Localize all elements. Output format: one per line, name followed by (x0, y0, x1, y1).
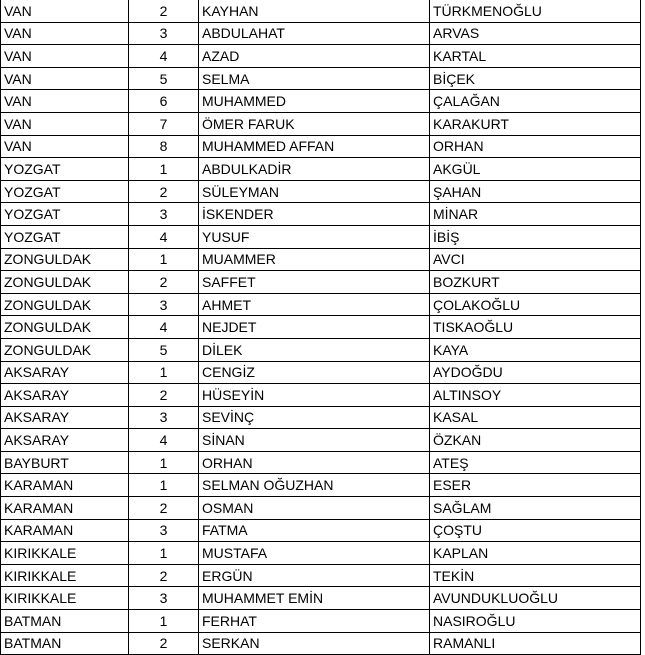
table-row (1, 587, 641, 610)
first-name-cell[interactable]: ERGÜN (199, 564, 430, 587)
first-name-cell[interactable]: AZAD (199, 45, 430, 68)
rank-cell[interactable]: 4 (129, 429, 199, 452)
first-name-cell[interactable]: ORHAN (199, 451, 430, 474)
first-name-cell[interactable]: YUSUF (199, 225, 430, 248)
province-cell[interactable]: VAN (1, 90, 129, 113)
surname-cell[interactable]: TEKİN (430, 564, 641, 587)
rank-cell[interactable]: 2 (129, 0, 199, 22)
rank-cell[interactable]: 2 (129, 180, 199, 203)
rank-cell[interactable]: 4 (129, 45, 199, 68)
surname-cell[interactable]: KARAKURT (430, 112, 641, 135)
rank-cell[interactable]: 3 (129, 406, 199, 429)
province-cell[interactable]: AKSARAY (1, 406, 129, 429)
first-name-cell[interactable]: AHMET (199, 293, 430, 316)
first-name-cell[interactable]: SELMA (199, 67, 430, 90)
province-cell[interactable]: VAN (1, 112, 129, 135)
table-row (1, 293, 641, 316)
first-name-cell[interactable]: SİNAN (199, 429, 430, 452)
first-name-cell[interactable]: İSKENDER (199, 203, 430, 226)
province-cell[interactable]: KARAMAN (1, 474, 129, 497)
rank-cell[interactable]: 2 (129, 632, 199, 655)
province-cell[interactable]: VAN (1, 0, 129, 22)
surname-cell[interactable]: ALTINSOY (430, 384, 641, 407)
first-name-cell[interactable]: ABDULAHAT (199, 22, 430, 45)
province-cell[interactable]: VAN (1, 135, 129, 158)
surname-cell[interactable]: KARTAL (430, 45, 641, 68)
rank-cell[interactable]: 1 (129, 474, 199, 497)
first-name-cell[interactable]: HÜSEYİN (199, 384, 430, 407)
province-cell[interactable]: BAYBURT (1, 451, 129, 474)
province-cell[interactable]: KIRIKKALE (1, 587, 129, 610)
first-name-cell[interactable]: SERKAN (199, 632, 430, 655)
surname-cell[interactable]: AYDOĞDU (430, 361, 641, 384)
province-cell[interactable]: AKSARAY (1, 361, 129, 384)
rank-cell[interactable]: 3 (129, 587, 199, 610)
surname-cell[interactable]: TISKAOĞLU (430, 316, 641, 339)
table-row (1, 610, 641, 633)
surname-cell[interactable]: AKGÜL (430, 158, 641, 181)
rank-cell[interactable]: 1 (129, 361, 199, 384)
province-cell[interactable]: ZONGULDAK (1, 316, 129, 339)
first-name-cell[interactable]: FATMA (199, 519, 430, 542)
table-row (1, 90, 641, 113)
province-cell[interactable]: YOZGAT (1, 225, 129, 248)
first-name-cell[interactable]: MUSTAFA (199, 542, 430, 565)
province-cell[interactable]: AKSARAY (1, 384, 129, 407)
surname-cell[interactable]: ÇOLAKOĞLU (430, 293, 641, 316)
first-name-cell[interactable]: MUAMMER (199, 248, 430, 271)
first-name-cell[interactable]: CENGİZ (199, 361, 430, 384)
table-row (1, 451, 641, 474)
rank-cell[interactable]: 5 (129, 338, 199, 361)
province-cell[interactable]: AKSARAY (1, 429, 129, 452)
first-name-cell[interactable]: MUHAMMED AFFAN (199, 135, 430, 158)
rank-cell[interactable]: 1 (129, 610, 199, 633)
surname-cell[interactable]: BİÇEK (430, 67, 641, 90)
surname-cell[interactable]: BOZKURT (430, 271, 641, 294)
table-row (1, 338, 641, 361)
table-row (1, 158, 641, 181)
table-body (1, 0, 641, 655)
province-cell[interactable]: ZONGULDAK (1, 293, 129, 316)
first-name-cell[interactable]: MUHAMMET EMİN (199, 587, 430, 610)
surname-cell[interactable]: İBİŞ (430, 225, 641, 248)
province-cell[interactable]: YOZGAT (1, 158, 129, 181)
surname-cell[interactable]: KAYA (430, 338, 641, 361)
surname-cell[interactable]: RAMANLI (430, 632, 641, 655)
first-name-cell[interactable]: NEJDET (199, 316, 430, 339)
table-row (1, 519, 641, 542)
table-row (1, 22, 641, 45)
table-row (1, 45, 641, 68)
table-row (1, 180, 641, 203)
surname-cell[interactable]: AVUNDUKLUOĞLU (430, 587, 641, 610)
province-cell[interactable]: YOZGAT (1, 180, 129, 203)
province-cell[interactable]: VAN (1, 45, 129, 68)
rank-cell[interactable]: 8 (129, 135, 199, 158)
surname-cell[interactable]: ORHAN (430, 135, 641, 158)
rank-cell[interactable]: 3 (129, 519, 199, 542)
rank-cell[interactable]: 3 (129, 22, 199, 45)
table-row (1, 112, 641, 135)
rank-cell[interactable]: 1 (129, 158, 199, 181)
province-cell[interactable]: KIRIKKALE (1, 564, 129, 587)
first-name-cell[interactable]: SELMAN OĞUZHAN (199, 474, 430, 497)
table-row (1, 406, 641, 429)
surname-cell[interactable]: KASAL (430, 406, 641, 429)
rank-cell[interactable]: 5 (129, 67, 199, 90)
first-name-cell[interactable]: SAFFET (199, 271, 430, 294)
table-row (1, 225, 641, 248)
table-row (1, 316, 641, 339)
first-name-cell[interactable]: DİLEK (199, 338, 430, 361)
rank-cell[interactable]: 4 (129, 316, 199, 339)
table-row (1, 429, 641, 452)
surname-cell[interactable]: NASIROĞLU (430, 610, 641, 633)
surname-cell[interactable]: ARVAS (430, 22, 641, 45)
first-name-cell[interactable]: ÖMER FARUK (199, 112, 430, 135)
table-row (1, 632, 641, 655)
table-row (1, 564, 641, 587)
surname-cell[interactable]: ÇOŞTU (430, 519, 641, 542)
table-row (1, 497, 641, 520)
table-row (1, 248, 641, 271)
province-cell[interactable]: VAN (1, 67, 129, 90)
rank-cell[interactable]: 3 (129, 203, 199, 226)
table-row (1, 474, 641, 497)
rank-cell[interactable]: 2 (129, 271, 199, 294)
rank-cell[interactable]: 7 (129, 112, 199, 135)
province-cell[interactable]: BATMAN (1, 610, 129, 633)
province-cell[interactable]: ZONGULDAK (1, 248, 129, 271)
rank-cell[interactable]: 2 (129, 497, 199, 520)
rank-cell[interactable]: 3 (129, 293, 199, 316)
table-row (1, 0, 641, 22)
table-row (1, 203, 641, 226)
rank-cell[interactable]: 6 (129, 90, 199, 113)
first-name-cell[interactable]: KAYHAN (199, 0, 430, 22)
first-name-cell[interactable]: FERHAT (199, 610, 430, 633)
surname-cell[interactable]: AVCI (430, 248, 641, 271)
first-name-cell[interactable]: MUHAMMED (199, 90, 430, 113)
province-cell[interactable]: KARAMAN (1, 519, 129, 542)
surname-cell[interactable]: ÖZKAN (430, 429, 641, 452)
surname-cell[interactable]: TÜRKMENOĞLU (430, 0, 641, 22)
rank-cell[interactable]: 1 (129, 248, 199, 271)
rank-cell[interactable]: 2 (129, 384, 199, 407)
first-name-cell[interactable]: SEVİNÇ (199, 406, 430, 429)
province-cell[interactable]: ZONGULDAK (1, 271, 129, 294)
table-row (1, 135, 641, 158)
rank-cell[interactable]: 1 (129, 451, 199, 474)
first-name-cell[interactable]: SÜLEYMAN (199, 180, 430, 203)
surname-cell[interactable]: ESER (430, 474, 641, 497)
surname-cell[interactable]: ATEŞ (430, 451, 641, 474)
rank-cell[interactable]: 2 (129, 564, 199, 587)
table-row (1, 271, 641, 294)
surname-cell[interactable]: ÇALAĞAN (430, 90, 641, 113)
table-row (1, 67, 641, 90)
surname-cell[interactable]: SAĞLAM (430, 497, 641, 520)
province-cell[interactable]: BATMAN (1, 632, 129, 655)
province-cell[interactable]: ZONGULDAK (1, 338, 129, 361)
province-cell[interactable]: YOZGAT (1, 203, 129, 226)
first-name-cell[interactable]: OSMAN (199, 497, 430, 520)
surname-cell[interactable]: ŞAHAN (430, 180, 641, 203)
rank-cell[interactable]: 1 (129, 542, 199, 565)
province-cell[interactable]: KIRIKKALE (1, 542, 129, 565)
province-cell[interactable]: VAN (1, 22, 129, 45)
surname-cell[interactable]: MİNAR (430, 203, 641, 226)
surname-cell[interactable]: KAPLAN (430, 542, 641, 565)
table-row (1, 542, 641, 565)
table-row (1, 384, 641, 407)
province-cell[interactable]: KARAMAN (1, 497, 129, 520)
first-name-cell[interactable]: ABDULKADİR (199, 158, 430, 181)
table-row (1, 361, 641, 384)
rank-cell[interactable]: 4 (129, 225, 199, 248)
